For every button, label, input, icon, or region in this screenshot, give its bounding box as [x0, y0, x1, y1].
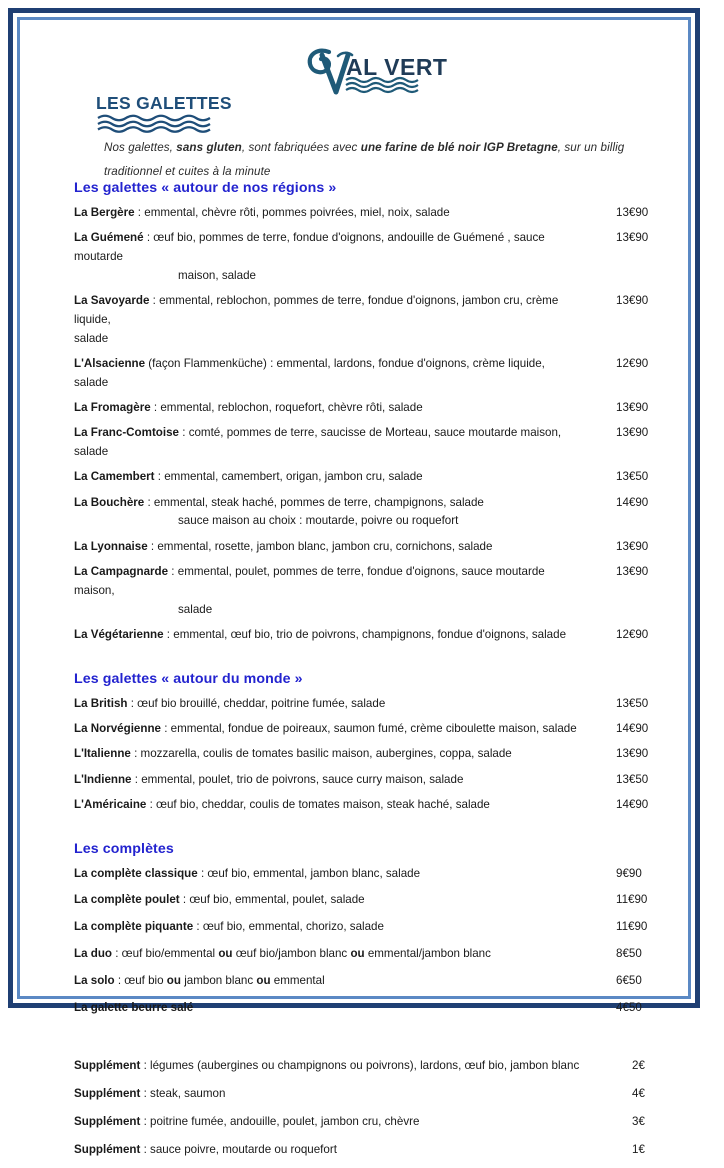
supplement-row [40, 1057, 680, 1076]
menu-item-desc-continued: salade [178, 602, 213, 616]
section-heading-completes: Les complètes [74, 840, 174, 857]
intro-part1: Nos galettes, [104, 141, 177, 154]
menu-item-sep: : [144, 495, 154, 509]
menu-item-text [74, 695, 680, 714]
menu-item-label: La solo [74, 973, 115, 987]
intro-part2: , sont fabriquées avec [241, 141, 361, 154]
menu-item-label: L'Alsacienne [74, 357, 146, 370]
menu-item [40, 424, 680, 462]
menu-item-desc: emmental, poulet, pommes de terre, fondue d'oignons, sauce moutarde maison, [74, 565, 545, 597]
menu-item-price: 12€90 [616, 627, 649, 641]
menu-item-text [74, 796, 680, 815]
menu-item-text [74, 745, 680, 764]
menu-item-sep: : [114, 973, 125, 987]
menu-item-price: 14€90 [616, 721, 649, 735]
menu-item-label: La Bouchère [74, 495, 145, 509]
menu-sheet [40, 40, 680, 1156]
menu-item-price: 13€90 [616, 565, 649, 579]
supplement-sep: : [140, 1087, 151, 1101]
menu-item [40, 292, 680, 348]
menu-item-text [74, 355, 680, 393]
menu-item [40, 999, 680, 1018]
menu-item-price: 13€90 [616, 401, 649, 415]
menu-item-label: La Campagnarde [74, 565, 169, 579]
supplement-price: 4€ [632, 1087, 645, 1101]
supplement-label: Supplément [74, 1087, 141, 1101]
menu-item-desc-continued: sauce maison au choix : moutarde, poivre ou roquefort [178, 514, 459, 528]
menu-item-desc: emmental, reblochon, pommes de terre, fondue d'oignons, jambon cru, crème liquide, [74, 294, 559, 326]
intro-paragraph [104, 136, 652, 184]
menu-item-price: 14€90 [616, 495, 649, 509]
menu-item-label: La Savoyarde [74, 294, 150, 308]
menu-item-desc: emmental, rosette, jambon blanc, jambon cru, cornichons, salade [157, 539, 493, 553]
supplement-label: Supplément [74, 1114, 141, 1128]
menu-item [40, 355, 680, 393]
intro-part3: , sur un billig traditionnel et cuites à la minute [104, 141, 625, 178]
menu-item-price: 12€90 [616, 357, 649, 370]
supplement-row [40, 1113, 680, 1132]
menu-item-label: La complète classique [74, 866, 198, 880]
menu-item-text [74, 720, 680, 739]
menu-item-desc: comté, pommes de terre, saucisse de Morteau, sauce moutarde maison, salade [74, 426, 562, 459]
menu-item [40, 494, 680, 532]
menu-item-desc: emmental, lardons, fondue d'oignons, crème liquide, salade [74, 357, 545, 389]
menu-item-desc: emmental, poulet, trio de poivrons, sauce curry maison, salade [141, 772, 464, 786]
menu-item-price: 13€90 [616, 747, 649, 761]
menu-item [40, 229, 680, 285]
menu-item-price: 13€90 [616, 231, 649, 245]
menu-item-text [74, 468, 680, 487]
supplement-text [74, 1141, 680, 1160]
svg-text:AL VERT: AL VERT [346, 54, 448, 80]
menu-item-label: La duo [74, 946, 112, 960]
menu-item-label: La Lyonnaise [74, 539, 148, 553]
menu-item [40, 891, 680, 910]
menu-item-sep: : [131, 772, 142, 786]
menu-item-label: La Franc-Comtoise [74, 426, 180, 440]
menu-item-label: La Bergère [74, 206, 135, 220]
menu-item-price: 13€90 [616, 206, 649, 220]
menu-item-desc: œuf bio brouillé, cheddar, poitrine fumée, salade [137, 696, 386, 710]
supplement-row [40, 1141, 680, 1160]
menu-item-text [74, 424, 680, 462]
menu-item-desc: emmental, reblochon, roquefort, chèvre rôti, salade [160, 401, 423, 415]
menu-item [40, 918, 680, 937]
menu-item-sep: : [179, 893, 190, 907]
menu-item-desc: œuf bio, cheddar, coulis de tomates maison, steak haché, salade [156, 797, 490, 811]
menu-item-desc: mozzarella, coulis de tomates basilic maison, aubergines, coppa, salade [140, 747, 512, 761]
page-border-outer [8, 8, 700, 1156]
menu-item-text [74, 494, 680, 513]
menu-item-sep: : [130, 747, 141, 761]
menu-item-label: La galette beurre salé [74, 1000, 194, 1014]
menu-item-sep: : [163, 627, 174, 641]
menu-item-label: La Guémené [74, 231, 144, 245]
page-border-inner [17, 17, 691, 1156]
section-heading-regions: Les galettes « autour de nos régions » [74, 180, 337, 196]
supplement-row [40, 1085, 680, 1104]
supplement-text [74, 1085, 680, 1104]
menu-item-price: 13€90 [616, 294, 649, 308]
menu-item-text [74, 891, 680, 910]
menu-item-text [74, 771, 680, 790]
menu-item [40, 626, 680, 645]
menu-item-text [74, 918, 680, 937]
menu-item-price: 4€50 [616, 1000, 642, 1014]
section-completes [40, 841, 680, 1018]
supplement-sep: : [140, 1114, 151, 1128]
menu-item-label: La complète poulet [74, 893, 180, 907]
menu-item-sep: : [134, 206, 145, 220]
menu-item-price: 13€50 [616, 470, 649, 484]
menu-item-sep: : [197, 866, 208, 880]
menu-item-desc-continued: salade [74, 331, 109, 345]
menu-item-price: 13€90 [616, 426, 649, 440]
menu-item-desc: œuf bio, emmental, chorizo, salade [202, 920, 384, 934]
menu-item-text [74, 972, 680, 991]
menu-item [40, 972, 680, 991]
menu-item-sep: : [112, 946, 122, 960]
menu-item-sep: : [154, 470, 165, 484]
menu-item-text [74, 865, 680, 884]
menu-item [40, 468, 680, 487]
section-heading-monde: Les galettes « autour du monde » [74, 670, 303, 687]
menu-item [40, 865, 680, 884]
menu-item-price: 13€90 [616, 539, 649, 553]
supplement-label: Supplément [74, 1142, 141, 1156]
menu-item-desc: emmental, camembert, origan, jambon cru, salade [164, 470, 423, 484]
menu-item [40, 745, 680, 764]
menu-item-label: La complète piquante [74, 920, 194, 934]
menu-item-text [74, 204, 680, 223]
menu-item-label: L'Américaine [74, 797, 147, 811]
menu-item-sep: : [150, 401, 161, 415]
menu-item-desc: œuf bio ou jambon blanc ou emmental [124, 973, 325, 987]
supplement-text [74, 1057, 680, 1076]
supplement-desc: steak, saumon [150, 1087, 226, 1101]
val-vert-logo [296, 42, 446, 98]
menu-item-sep: : [127, 696, 138, 710]
menu-item-desc: œuf bio, pommes de terre, fondue d'oignons, andouille de Guémené , sauce moutarde [74, 231, 545, 264]
menu-item-label: La Végétarienne [74, 627, 164, 641]
menu-item-text [74, 538, 680, 557]
menu-item-text [74, 399, 680, 418]
menu-item-sep: (façon Flammenküche) : [145, 357, 277, 370]
menu-item-desc: œuf bio, emmental, poulet, salade [189, 893, 365, 907]
menu-item-desc: œuf bio, emmental, jambon blanc, salade [207, 866, 421, 880]
menu-item-desc: emmental, fondue de poireaux, saumon fumé, crème ciboulette maison, salade [170, 721, 577, 735]
menu-item-text [74, 229, 680, 267]
intro-bold-sans-gluten: sans gluten [176, 141, 242, 154]
menu-item-price: 13€50 [616, 772, 649, 786]
menu-item-price: 11€90 [616, 920, 648, 934]
menu-item [40, 538, 680, 557]
menu-item-text [74, 292, 680, 330]
menu-item-text [74, 563, 680, 601]
wave-underline-icon [96, 113, 224, 131]
menu-item-sep: : [168, 565, 178, 579]
menu-item-text [74, 945, 680, 964]
menu-item-desc: emmental, œuf bio, trio de poivrons, champignons, fondue d'oignons, salade [173, 627, 567, 641]
section-regions [40, 180, 680, 645]
menu-item-label: La Norvégienne [74, 721, 161, 735]
menu-item-price: 14€90 [616, 797, 649, 811]
intro-bold-farine: une farine de blé noir IGP Bretagne [360, 141, 558, 154]
menu-item-label: La British [74, 696, 128, 710]
menu-item [40, 720, 680, 739]
val-vert-logo-icon [296, 42, 446, 98]
menu-content [40, 180, 680, 1168]
supplement-desc: poitrine fumée, andouille, poulet, jambon cru, chèvre [150, 1114, 420, 1128]
menu-item-text [74, 999, 680, 1018]
page-title-block [96, 94, 246, 131]
menu-item-sep: : [193, 920, 203, 934]
menu-item-sep: : [147, 539, 158, 553]
menu-item-price: 13€50 [616, 696, 649, 710]
menu-item-label: L'Italienne [74, 747, 131, 761]
section-monde [40, 671, 680, 815]
menu-item-desc-continued: maison, salade [178, 268, 256, 282]
menu-item-sep: : [146, 797, 157, 811]
supplement-sep: : [140, 1059, 151, 1073]
menu-item-sep: : [160, 721, 171, 735]
supplement-desc: sauce poivre, moutarde ou roquefort [150, 1142, 337, 1156]
menu-item-sep: : [179, 426, 189, 440]
menu-item [40, 945, 680, 964]
supplement-text [74, 1113, 680, 1132]
supplement-price: 3€ [632, 1114, 645, 1128]
supplement-sep: : [140, 1142, 151, 1156]
menu-item [40, 796, 680, 815]
menu-item-label: La Camembert [74, 470, 155, 484]
menu-item-desc: œuf bio/emmental ou œuf bio/jambon blanc ou emmental/jambon blanc [121, 946, 491, 960]
supplement-desc: légumes (aubergines ou champignons ou poivrons), lardons, œuf bio, jambon blanc [150, 1059, 580, 1073]
menu-item-desc: emmental, chèvre rôti, pommes poivrées, miel, noix, salade [144, 206, 450, 220]
menu-item-label: La Fromagère [74, 401, 151, 415]
menu-item-price: 9€90 [616, 866, 642, 880]
section-supplements [40, 1057, 680, 1159]
menu-item-price: 6€50 [616, 973, 642, 987]
page-title: LES GALETTES [96, 93, 232, 113]
menu-item-label: L'Indienne [74, 772, 132, 786]
menu-item [40, 563, 680, 619]
supplement-price: 1€ [632, 1142, 645, 1156]
menu-item-price: 8€50 [616, 946, 642, 960]
supplement-label: Supplément [74, 1059, 141, 1073]
menu-item-sep: : [149, 294, 160, 308]
menu-item [40, 695, 680, 714]
menu-item-text [74, 626, 680, 645]
menu-item-desc: emmental, steak haché, pommes de terre, champignons, salade [153, 495, 484, 509]
menu-item [40, 771, 680, 790]
menu-item [40, 399, 680, 418]
menu-item-sep: : [143, 231, 154, 245]
supplement-price: 2€ [632, 1059, 645, 1073]
menu-item-price: 11€90 [616, 893, 648, 907]
menu-item [40, 204, 680, 223]
